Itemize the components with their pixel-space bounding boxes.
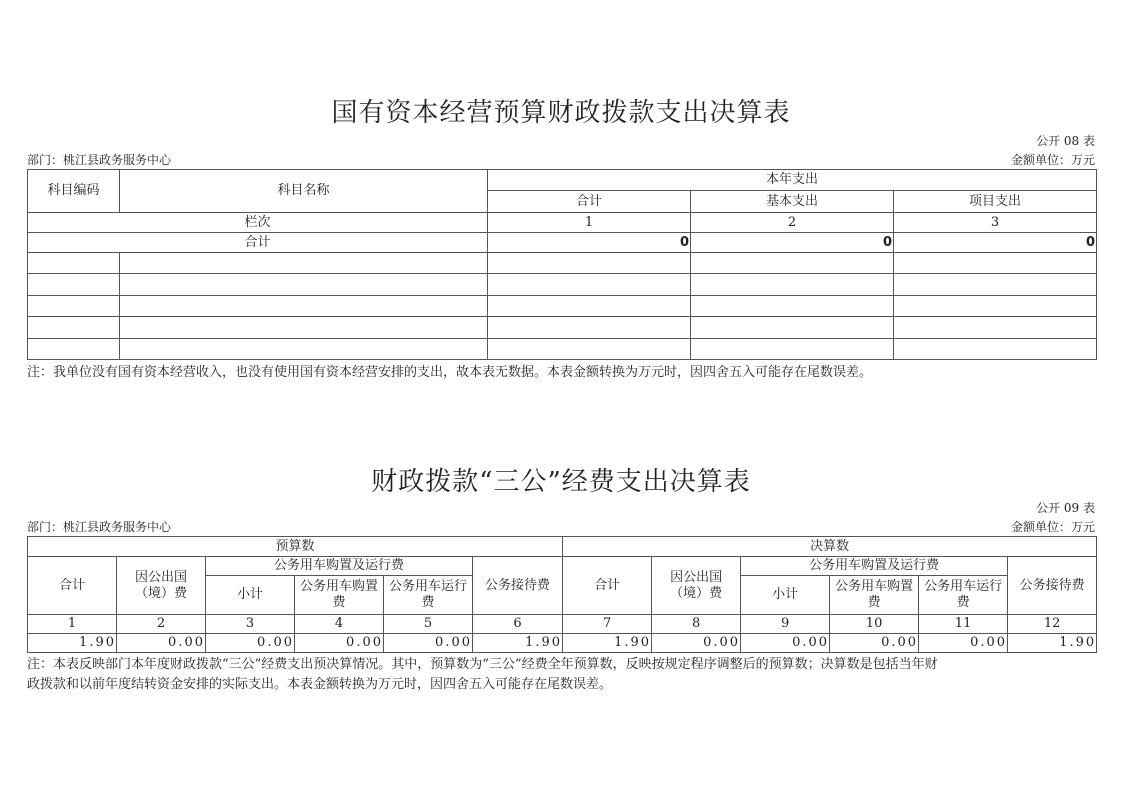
value-cell: 1.90 — [563, 634, 652, 653]
header-budget-total: 合计 — [28, 557, 117, 615]
table2-unit: 金额单位：万元 — [1010, 520, 1095, 534]
header-budget-purchase — [295, 576, 384, 615]
table1-title: 国有资本经营预算财政拨款支出决算表 — [331, 98, 791, 128]
header-final-reception: 公务接待费 — [1008, 557, 1097, 615]
column-number: 12 — [1008, 615, 1097, 634]
table1 — [27, 169, 1097, 360]
table1-department: 部门：桃江县政务服务中心 — [27, 153, 172, 167]
column-row-label: 栏次 — [28, 213, 488, 233]
table2-note-line1: 注：本表反映部门本年度财政拨款“三公”经费支出预决算情况。其中，预算数为“三公”经费全年预算数，反映按规定程序调整后的预算数；决算数是包括当年财 — [27, 657, 938, 672]
column-number: 9 — [741, 615, 830, 634]
column-number: 8 — [652, 615, 741, 634]
table2 — [27, 536, 1097, 653]
value-cell: 0.00 — [741, 634, 830, 653]
header-budget-vehicle: 公务用车购置及运行费 — [206, 557, 473, 576]
header-this-year: 本年支出 — [488, 170, 1097, 191]
column-row-2: 2 — [691, 213, 894, 233]
value-cell: 1.90 — [28, 634, 117, 653]
values-row — [28, 634, 1097, 653]
column-number: 7 — [563, 615, 652, 634]
header-operate-line2: 费 — [956, 595, 970, 610]
table-row — [28, 317, 1097, 339]
header-final-total: 合计 — [563, 557, 652, 615]
column-number: 4 — [295, 615, 384, 634]
header-basic: 基本支出 — [691, 191, 894, 213]
header-budget-subtotal: 小计 — [206, 576, 295, 615]
header-abroad-line2: （境）费 — [134, 585, 187, 601]
table-row — [28, 274, 1097, 296]
header-abroad-line1: 因公出国 — [134, 569, 187, 585]
header-final-subtotal: 小计 — [741, 576, 830, 615]
value-cell: 0.00 — [830, 634, 919, 653]
value-cell: 0.00 — [117, 634, 206, 653]
table1-unit: 金额单位：万元 — [1010, 153, 1095, 167]
header-budget-abroad — [117, 557, 206, 615]
table2-note-line2: 政拨款和以前年度结转资金安排的实际支出。本表金额转换为万元时，因四舍五入可能存在尾数误差。 — [27, 677, 613, 692]
column-number: 11 — [919, 615, 1008, 634]
total-row-value-1: 0 — [488, 233, 691, 253]
header-final-abroad — [652, 557, 741, 615]
header-purchase-line1: 公务用车购置 — [835, 579, 914, 594]
column-row-1: 1 — [488, 213, 691, 233]
value-cell: 0.00 — [384, 634, 473, 653]
table2-department: 部门：桃江县政务服务中心 — [27, 520, 172, 534]
total-row-value-3: 0 — [894, 233, 1097, 253]
header-purchase-line1: 公务用车购置 — [299, 579, 378, 594]
header-budget-operate — [384, 576, 473, 615]
header-purchase-line2: 费 — [332, 595, 346, 610]
header-subject-code: 科目编码 — [28, 170, 120, 213]
table-row — [28, 339, 1097, 360]
value-cell: 0.00 — [652, 634, 741, 653]
header-final-operate — [919, 576, 1008, 615]
value-cell: 1.90 — [1008, 634, 1097, 653]
table2-code: 公开 09 表 — [1036, 501, 1095, 515]
header-total: 合计 — [488, 191, 691, 213]
column-row-3: 3 — [894, 213, 1097, 233]
table-row — [28, 296, 1097, 317]
column-number: 2 — [117, 615, 206, 634]
header-abroad-line1: 因公出国 — [670, 569, 723, 585]
column-number: 5 — [384, 615, 473, 634]
header-operate-line2: 费 — [421, 595, 435, 610]
total-row-label: 合计 — [28, 233, 488, 253]
table1-note: 注：我单位没有国有资本经营收入，也没有使用国有资本经营安排的支出，故本表无数据。本表金额转换为万元时，因四舍五入可能存在尾数误差。 — [27, 365, 873, 380]
header-operate-line1: 公务用车运行 — [924, 579, 1003, 594]
header-subject-name: 科目名称 — [120, 170, 488, 213]
header-operate-line1: 公务用车运行 — [388, 579, 467, 594]
header-final-vehicle: 公务用车购置及运行费 — [741, 557, 1008, 576]
column-number: 3 — [206, 615, 295, 634]
header-project: 项目支出 — [894, 191, 1097, 213]
header-abroad-line2: （境）费 — [670, 585, 723, 601]
header-final: 决算数 — [563, 537, 1097, 557]
value-cell: 0.00 — [206, 634, 295, 653]
value-cell: 0.00 — [919, 634, 1008, 653]
table2-title: 财政拨款“三公”经费支出决算表 — [371, 467, 751, 497]
value-cell: 1.90 — [473, 634, 563, 653]
column-number: 6 — [473, 615, 563, 634]
table1-code: 公开 08 表 — [1036, 134, 1095, 148]
header-final-purchase — [830, 576, 919, 615]
column-number-row — [28, 615, 1097, 634]
header-purchase-line2: 费 — [867, 595, 881, 610]
header-budget: 预算数 — [28, 537, 563, 557]
column-number: 1 — [28, 615, 117, 634]
header-budget-reception: 公务接待费 — [473, 557, 563, 615]
total-row-value-2: 0 — [691, 233, 894, 253]
value-cell: 0.00 — [295, 634, 384, 653]
table-row — [28, 253, 1097, 274]
column-number: 10 — [830, 615, 919, 634]
